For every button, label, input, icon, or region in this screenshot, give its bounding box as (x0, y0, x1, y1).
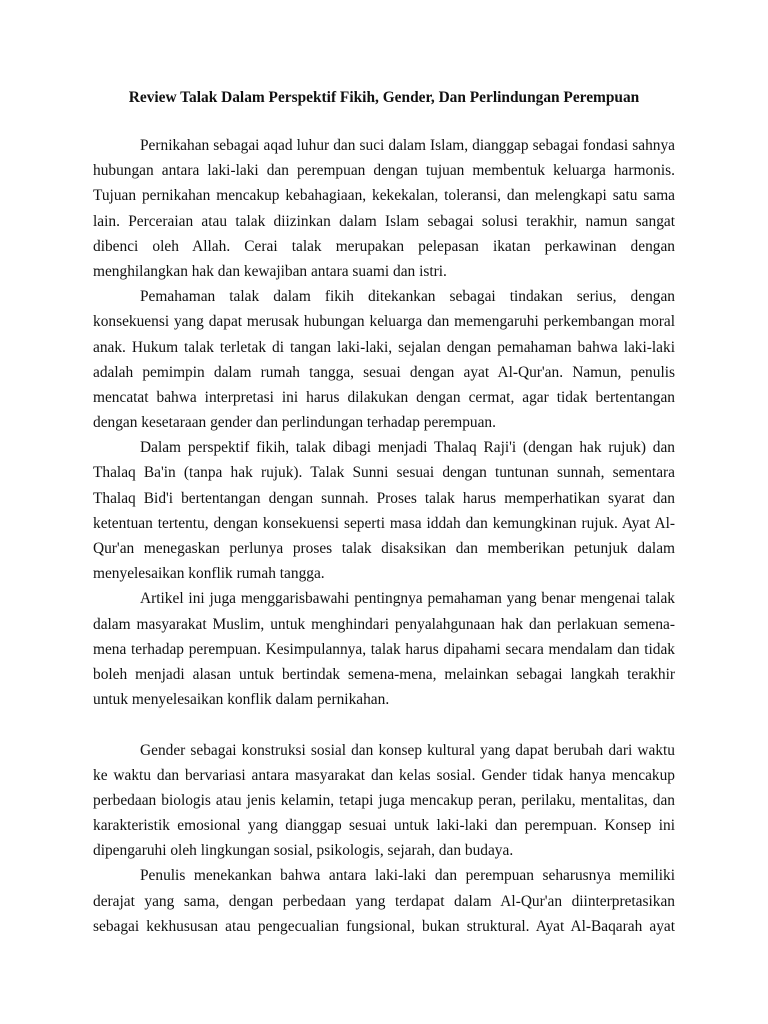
paragraph-line: mena terhadap perempuan. Kesimpulannya, talak harus dipahami secara mendalam dan tidak (93, 640, 675, 658)
paragraph-line: konsekuensi yang dapat merusak hubungan keluarga dan memengaruhi perkembangan moral (93, 313, 675, 331)
paragraph-line: menghilangkan hak dan kewajiban antara suami dan istri. (93, 262, 447, 280)
paragraph-line: derajat yang sama, dengan perbedaan yang terdapat dalam Al-Qur'an diinterpretasikan (93, 892, 675, 910)
paragraph-line: dalam masyarakat Muslim, untuk menghindari penyalahgunaan hak dan perlakuan semena- (93, 615, 675, 633)
paragraph-line: Thalaq Ba'in (tanpa hak rujuk). Talak Sunni sesuai dengan tuntunan sunnah, sementara (93, 464, 675, 482)
paragraph-line: Pemahaman talak dalam fikih ditekankan sebagai tindakan serius, dengan (140, 288, 675, 306)
paragraph (93, 133, 675, 284)
paragraph-line: hubungan antara laki-laki dan perempuan dengan tujuan membentuk keluarga harmonis. (93, 162, 675, 180)
paragraph (93, 435, 675, 586)
paragraph-line: perbedaan biologis atau jenis kelamin, tetapi juga mencakup peran, perilaku, mentalitas, dan (93, 791, 675, 809)
paragraph (93, 284, 675, 435)
paragraph-line: untuk menyelesaikan konflik dalam pernikahan. (93, 691, 390, 709)
paragraph-line: Thalaq Bid'i bertentangan dengan sunnah. Proses talak harus memperhatikan syarat dan (93, 489, 675, 507)
paragraph-line: dibenci oleh Allah. Cerai talak merupakan pelepasan ikatan perkawinan dengan (93, 237, 675, 255)
document-body (93, 133, 675, 939)
paragraph-line: Qur'an menegaskan perlunya proses talak disaksikan dan memberikan petunjuk dalam (93, 540, 675, 557)
paragraph-line: ke waktu dan bervariasi antara masyarakat dan kelas sosial. Gender tidak hanya mencakup (93, 766, 675, 784)
document-title: Review Talak Dalam Perspektif Fikih, Gender, Dan Perlindungan Perempuan (128, 89, 640, 106)
paragraph-line: menyelesaikan konflik rumah tangga. (93, 565, 325, 583)
paragraph-line: sebagai kekhususan atau pengecualian fungsional, bukan struktural. Ayat Al-Baqarah ayat (93, 917, 675, 935)
paragraph-line: dengan kesetaraan gender dan perlindungan terhadap perempuan. (93, 414, 496, 432)
paragraph (93, 863, 675, 939)
paragraph-line: dipengaruhi oleh lingkungan sosial, psikologis, sejarah, dan budaya. (93, 842, 514, 860)
paragraph-line: Artikel ini juga menggarisbawahi pentingnya pemahaman yang benar mengenai talak (140, 590, 675, 608)
paragraph-line: karakteristik emosional yang dianggap sesuai untuk laki-laki dan perempuan. Konsep ini (93, 817, 675, 835)
paragraph (93, 738, 675, 864)
paragraph-line: ketentuan tertentu, dengan konsekuensi seperti masa iddah dan kemungkinan rujuk. Ayat Al- (93, 514, 675, 532)
paragraph-line: Gender sebagai konstruksi sosial dan konsep kultural yang dapat berubah dari waktu (140, 741, 675, 759)
paragraph-line: adalah pemimpin dalam rumah tangga, sesuai dengan ayat Al-Qur'an. Namun, penulis (93, 363, 675, 381)
paragraph-line: anak. Hukum talak terletak di tangan laki-laki, sejalan dengan pemahaman bahwa laki-laki (93, 338, 675, 356)
paragraph-line: mencatat bahwa interpretasi ini harus dilakukan dengan cermat, agar tidak bertentangan (93, 388, 675, 406)
paragraph-line: Penulis menekankan bahwa antara laki-laki dan perempuan seharusnya memiliki (140, 867, 675, 885)
paragraph-line: lain. Perceraian atau talak diizinkan dalam Islam sebagai solusi terakhir, namun sangat (93, 212, 675, 230)
paragraph (93, 586, 675, 712)
paragraph-line: boleh menjadi alasan untuk bertindak semena-mena, melainkan sebagai langkah terakhir (93, 665, 675, 683)
paragraph-line: Tujuan pernikahan mencakup kebahagiaan, kekekalan, toleransi, dan melengkapi satu sama (93, 187, 675, 205)
paragraph-line: Pernikahan sebagai aqad luhur dan suci dalam Islam, dianggap sebagai fondasi sahnya (140, 137, 675, 154)
paragraph-line: Dalam perspektif fikih, talak dibagi menjadi Thalaq Raji'i (dengan hak rujuk) dan (140, 439, 675, 457)
